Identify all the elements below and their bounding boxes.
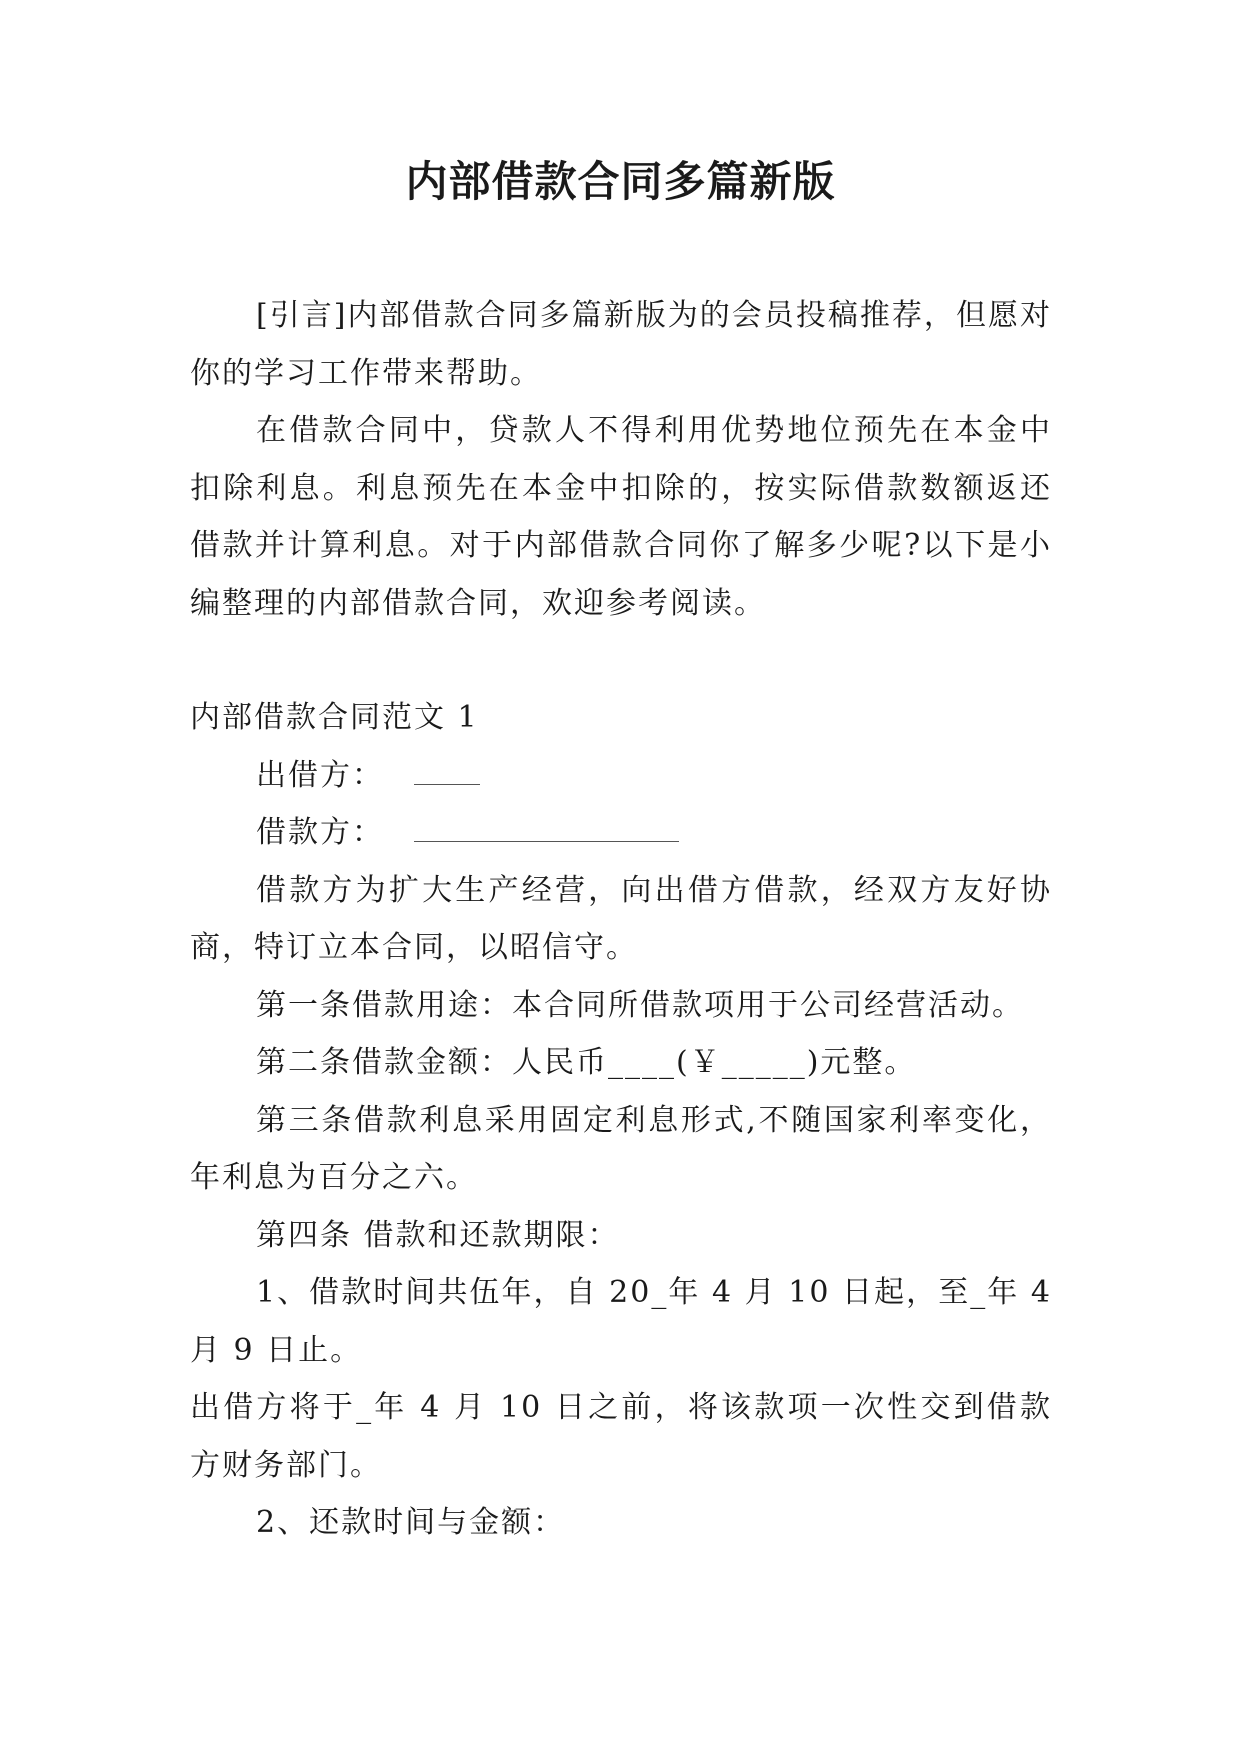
clause-lender-delivery: 出借方将于_年 4 月 10 日之前，将该款项一次性交到借款方财务部门。 <box>190 1390 1052 1483</box>
borrower-field <box>190 804 1052 862</box>
clause-article-4-item-1: 1、借款时间共伍年，自 20_年 4 月 10 日起，至_年 4 月 9 日止。 <box>190 1275 1052 1368</box>
document-body <box>190 287 1052 1552</box>
clause-article-4: 第四条 借款和还款期限： <box>256 1217 620 1253</box>
clause-article-3: 第三条借款利息采用固定利息形式,不随国家利率变化，年利息为百分之六。 <box>190 1102 1052 1195</box>
lender-label: 出借方： <box>256 757 384 793</box>
section-heading: 内部借款合同范文 1 <box>190 700 479 735</box>
intro-paragraph-2: 在借款合同中，贷款人不得利用优势地位预先在本金中扣除利息。利息预先在本金中扣除的，按实际借款数额返还借款并计算利息。对于内部借款合同你了解多少呢?以下是小编整理的内部借款合同，欢迎参考阅读。 <box>190 413 1052 621</box>
borrower-label: 借款方： <box>256 815 384 850</box>
clause-preamble: 借款方为扩大生产经营，向出借方借款，经双方友好协商，特订立本合同，以昭信守。 <box>190 872 1052 965</box>
section-spacer <box>190 632 1052 689</box>
clause-article-1: 第一条借款用途：本合同所借款项用于公司经营活动。 <box>256 987 1024 1023</box>
intro-paragraph-1: [引言]内部借款合同多篇新版为的会员投稿推荐，但愿对你的学习工作带来帮助。 <box>190 298 1052 391</box>
clause-article-2: 第二条借款金额：人民币____(￥_____)元整。 <box>256 1045 917 1080</box>
borrower-blank <box>414 811 679 842</box>
clause-article-4-item-2: 2、还款时间与金额： <box>256 1505 566 1540</box>
lender-field <box>190 747 1052 805</box>
document-title: 内部借款合同多篇新版 <box>405 157 836 206</box>
lender-blank <box>414 754 480 785</box>
